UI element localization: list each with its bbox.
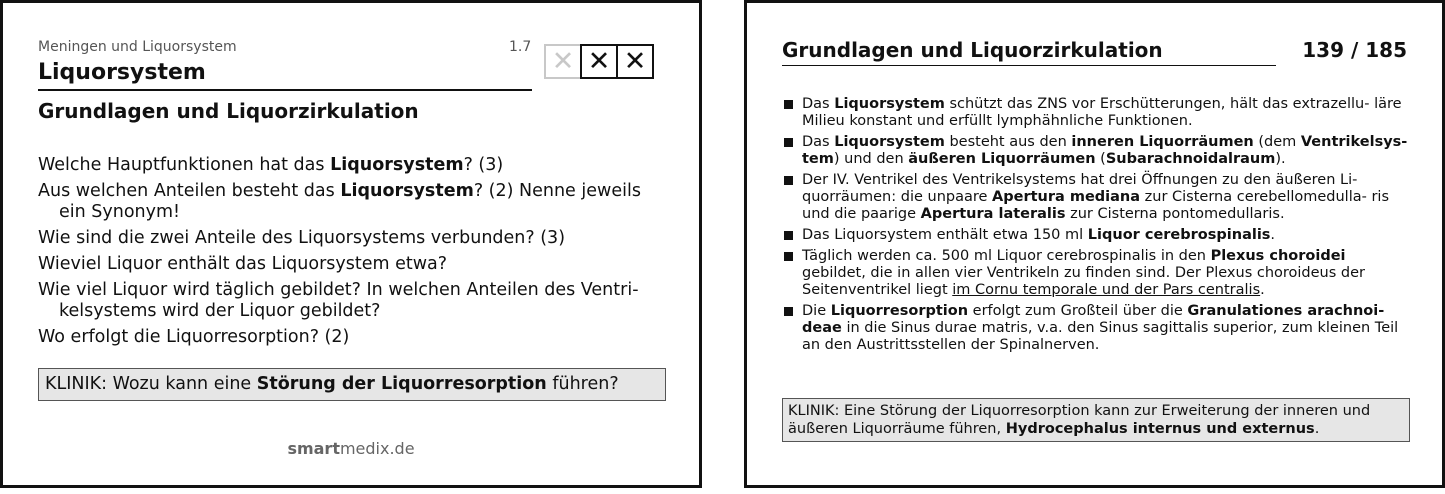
- brand-rest: medix.de: [339, 439, 415, 458]
- flashcard-front: [0, 0, 702, 488]
- answer-item: Täglich werden ca. 500 ml Liquor cerebrospinalis in den Plexus choroidei gebildet, die in allen vier Ventrikeln zu finden sind. Der Plexus choroideus der Seitenventrikel liegt im Cornu temporale und der Pars centralis.: [782, 248, 1410, 299]
- bullet-square-icon: [784, 307, 793, 316]
- question-item: Welche Hauptfunktionen hat das Liquorsystem? (3): [38, 155, 504, 175]
- rating-mark-3-icon[interactable]: ✕: [616, 44, 654, 79]
- bullet-square-icon: [784, 100, 793, 109]
- category-label: Meningen und Liquorsystem: [38, 39, 237, 55]
- answer-item: Das Liquorsystem besteht aus den inneren Liquorräumen (dem Ventrikelsys- tem) und den äußeren Liquorräumen (Subarachnoidalraum).: [782, 134, 1410, 168]
- question-list: [38, 155, 666, 353]
- topic-title: Liquorsystem: [38, 60, 532, 91]
- brand-bold: smart: [287, 439, 340, 458]
- bullet-square-icon: [784, 231, 793, 240]
- question-item: Aus welchen Anteilen besteht das Liquorsystem? (2) Nenne jeweils ein Synonym!: [38, 181, 641, 222]
- answer-list: [782, 96, 1410, 358]
- question-item: Wie sind die zwei Anteile des Liquorsystems verbunden? (3): [38, 228, 566, 248]
- question-item: Wie viel Liquor wird täglich gebildet? In welchen Anteilen des Ventri- kelsystems wird der Liquor gebildet?: [38, 280, 639, 321]
- bullet-square-icon: [784, 138, 793, 147]
- rating-mark-1-icon[interactable]: ✕: [544, 44, 582, 79]
- bullet-square-icon: [784, 176, 793, 185]
- question-item: Wo erfolgt die Liquorresorption? (2): [38, 327, 350, 347]
- page-counter: 139 / 185: [1302, 38, 1407, 62]
- bullet-square-icon: [784, 252, 793, 261]
- brand-footer: [3, 439, 699, 458]
- klinik-answer-box: KLINIK: Eine Störung der Liquorresorption kann zur Erweiterung der inneren und äußeren Liquorräume führen, Hydrocephalus internus und externus.: [782, 398, 1410, 442]
- card-number: 1.7: [509, 39, 532, 55]
- answer-item: Das Liquorsystem enthält etwa 150 ml Liquor cerebrospinalis.: [782, 227, 1410, 244]
- klinik-question-box: KLINIK: Wozu kann eine Störung der Liquorresorption führen?: [38, 368, 666, 401]
- subtopic-title: Grundlagen und Liquorzirkulation: [38, 99, 419, 123]
- flashcard-back: [744, 0, 1445, 488]
- question-item: Wieviel Liquor enthält das Liquorsystem etwa?: [38, 254, 448, 274]
- rating-mark-2-icon[interactable]: ✕: [580, 44, 618, 79]
- answer-item: Das Liquorsystem schützt das ZNS vor Erschütterungen, hält das extrazellu- läre Milieu konstant und erfüllt lymphähnliche Funktionen.: [782, 96, 1410, 130]
- answer-title: Grundlagen und Liquorzirkulation: [782, 37, 1276, 66]
- answer-item: Der IV. Ventrikel des Ventrikelsystems hat drei Öffnungen zu den äußeren Li- quorräumen: die unpaare Apertura mediana zur Cisterna cerebellomedulla- ris und die paarige Apertura lateralis zur Cisterna pontomedullaris.: [782, 172, 1410, 223]
- rating-marks: [544, 44, 654, 79]
- answer-item: Die Liquorresorption erfolgt zum Großteil über die Granulationes arachnoi- deae in die Sinus durae matris, v.a. den Sinus sagittalis superior, zum kleinen Teil an den Austrittsstellen der Spinalnerven.: [782, 303, 1410, 354]
